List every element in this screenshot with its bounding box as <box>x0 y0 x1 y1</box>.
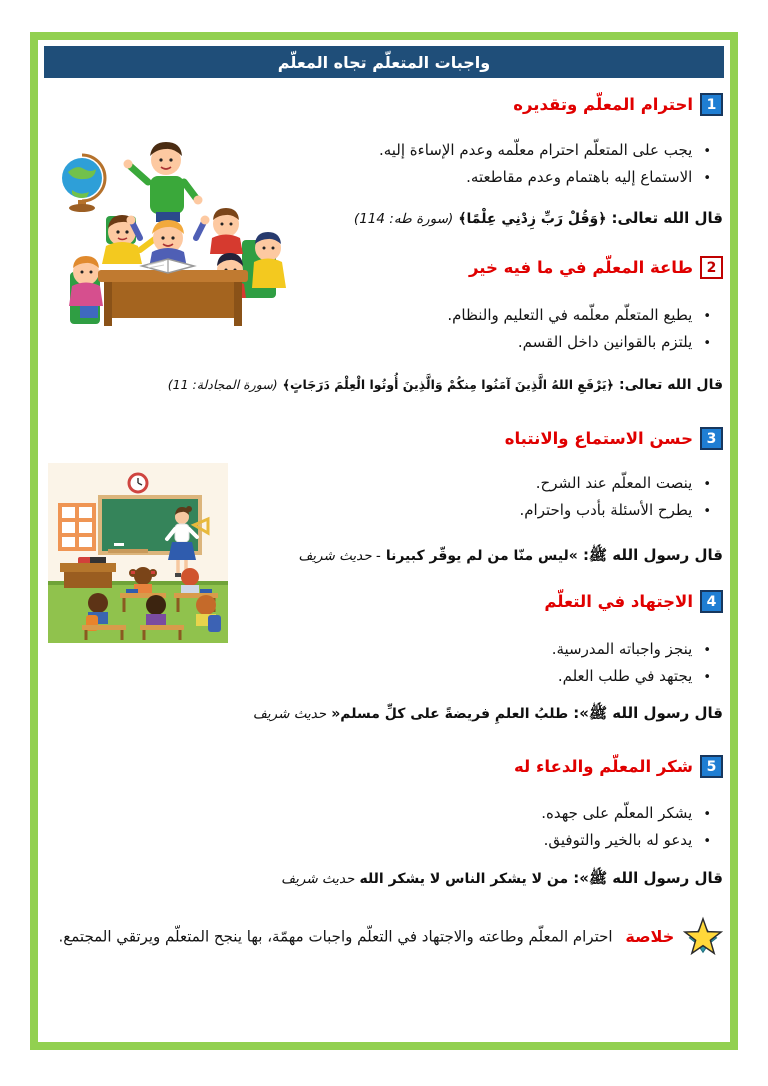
quote-source: حديث شريف <box>252 706 327 722</box>
quote-text: ﴿يَرْفَعِ اللهُ الَّذِينَ آمَنُوا مِنكُمْ وَالَّذِينَ أُوتُوا الْعِلْمَ دَرَجَاتٍ﴾ <box>282 377 614 392</box>
quote-source: (سورة المجادلة: 11) <box>167 377 278 392</box>
section-number-badge-3: 3 <box>700 427 723 450</box>
page-title: واجبات المتعلّم تجاه المعلّم <box>277 52 491 72</box>
quran-quote-2 <box>168 374 723 393</box>
quote-source: - حديث شريف <box>298 548 381 564</box>
clock-icon <box>129 474 147 492</box>
quote-intro: قال رسول الله ﷺ: <box>582 546 723 564</box>
quote-text: ﴿وَقُلْ رَبِّ زِدْنِي عِلْمًا﴾ <box>458 211 607 227</box>
page-title-bar <box>44 46 724 78</box>
section-heading-5 <box>514 755 723 778</box>
section-bullets-3 <box>520 470 712 524</box>
section-bullets-2 <box>447 302 711 356</box>
section-title-4: الاجتهاد في التعلّم <box>544 592 693 611</box>
backpack-blue <box>208 615 221 632</box>
bullet-item: • يلتزم بالقوانين داخل القسم. <box>447 329 711 356</box>
quote-intro: قال الله تعالى: <box>618 377 723 393</box>
quote-intro: قال رسول الله ﷺ»: <box>573 869 723 887</box>
bullet-item: • ينجز واجباته المدرسية. <box>552 636 711 663</box>
summary-label: خلاصة <box>625 926 675 946</box>
section-heading-4 <box>544 590 723 613</box>
section-number-badge-2: 2 <box>700 256 723 279</box>
globe-icon <box>62 155 105 212</box>
quote-source: (سورة طه: 114) <box>353 211 454 227</box>
section-number-badge-5: 5 <box>700 755 723 778</box>
section-heading-2 <box>469 256 723 279</box>
bullet-item: • يدعو له بالخير والتوفيق. <box>541 827 711 854</box>
window <box>58 503 96 551</box>
quran-quote-1 <box>354 208 723 227</box>
student-right-red <box>210 208 243 254</box>
hadith-quote-3 <box>281 868 723 891</box>
star-burst-icon <box>683 916 723 958</box>
section-title-1: احترام المعلّم وتقديره <box>513 95 693 114</box>
section-number-badge-1: 1 <box>700 93 723 116</box>
section-bullets-4 <box>552 636 711 690</box>
section-bullets-5 <box>541 800 711 854</box>
quote-text: من لا يشكر الناس لا يشكر الله <box>359 871 569 887</box>
bullet-item: • يطيع المتعلّم معلّمه في التعليم والنظام. <box>447 302 711 329</box>
section-bullets-1 <box>379 137 711 191</box>
summary-text: احترام المعلّم وطاعته والاجتهاد في التعلّم واجبات مهمّة، بها ينجح المتعلّم ويرتقي المجتمع. <box>58 927 613 946</box>
section-title-5: شكر المعلّم والدعاء له <box>514 757 693 776</box>
bullet-item: • يجب على المتعلّم احترام معلّمه وعدم الإساءة إليه. <box>379 137 711 164</box>
quote-text: طلبُ العلمِ فريضةً على كلِّ مسلم« <box>331 706 569 722</box>
section-title-2: طاعة المعلّم في ما فيه خير <box>469 258 693 277</box>
standing-boy <box>124 142 203 222</box>
quote-source: حديث شريف <box>281 871 355 887</box>
section-number-badge-4: 4 <box>700 590 723 613</box>
quote-intro: قال الله تعالى: <box>611 209 723 227</box>
section-title-3: حسن الاستماع والانتباه <box>504 429 693 448</box>
desk <box>98 270 248 326</box>
bullet-item: • يشكر المعلّم على جهده. <box>541 800 711 827</box>
section-heading-1 <box>513 93 723 116</box>
students-group-illustration <box>44 120 296 334</box>
hadith-quote-2 <box>253 703 723 726</box>
hadith-quote-1 <box>298 545 723 568</box>
bullet-item: • الاستماع إليه باهتمام وعدم مقاطعته. <box>379 164 711 191</box>
summary-block <box>51 916 723 958</box>
section-heading-3 <box>505 427 723 450</box>
bullet-item: • يجتهد في طلب العلم. <box>552 663 711 690</box>
quote-text: »ليس منّا من لم يوقّر كبيرنا <box>385 548 578 564</box>
classroom-teacher-illustration <box>48 463 228 643</box>
quote-intro: قال رسول الله ﷺ»: <box>573 704 723 722</box>
bullet-item: • ينصت المعلّم عند الشرح. <box>520 470 712 497</box>
bullet-item: • يطرح الأسئلة بأدب واحترام. <box>520 497 712 524</box>
